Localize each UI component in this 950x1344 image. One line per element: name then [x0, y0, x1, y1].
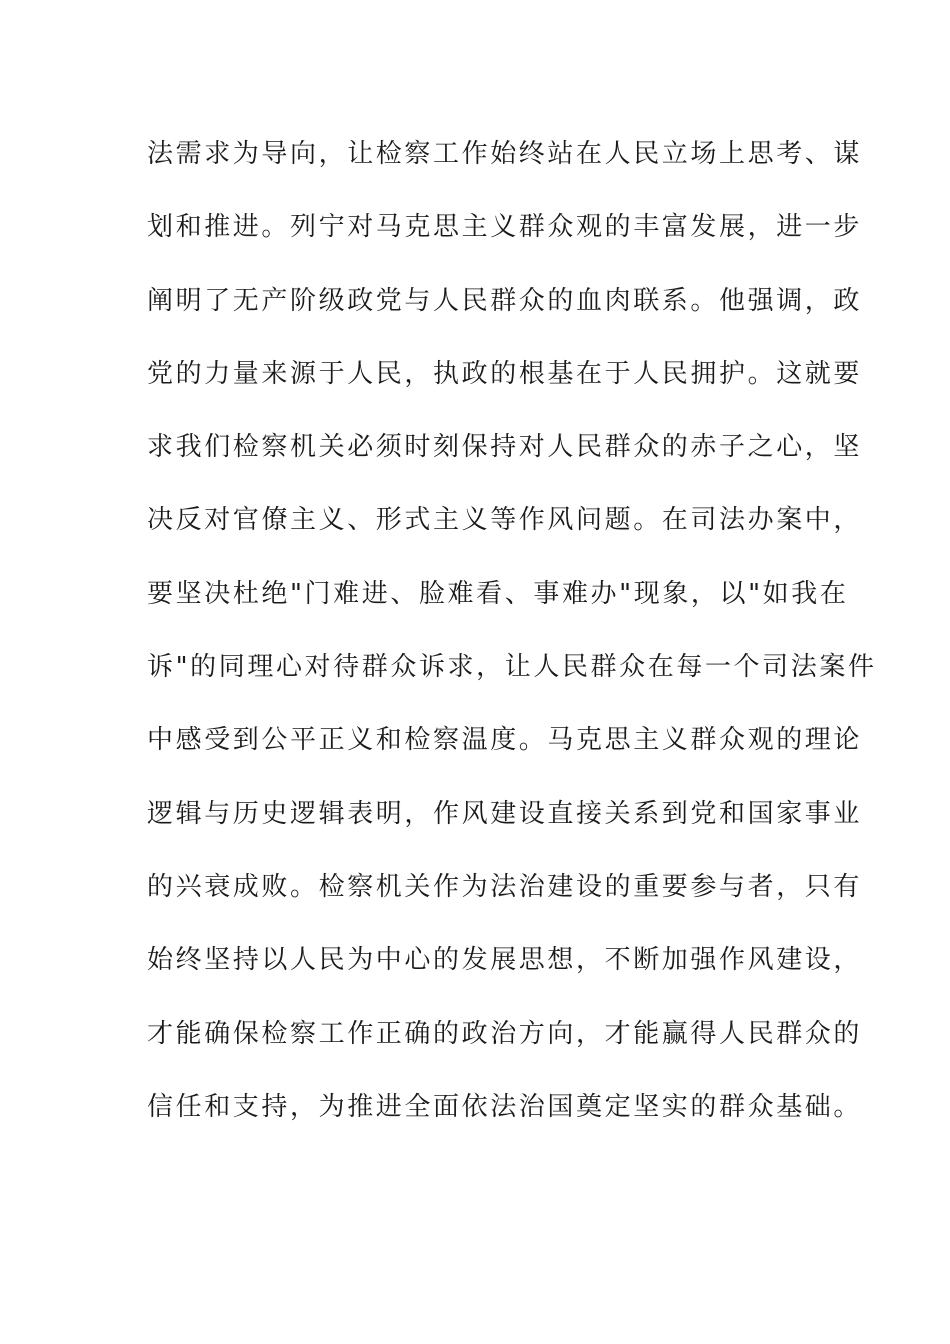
text-line-10: 逻辑与历史逻辑表明，作风建设直接关系到党和国家事业 [147, 798, 863, 829]
text-line-8: 诉"的同理心对待群众诉求，让人民群众在每一个司法案件 [147, 652, 877, 683]
text-line-2: 划和推进。列宁对马克思主义群众观的丰富发展，进一步 [147, 212, 863, 243]
text-line-13: 才能确保检察工作正确的政治方向，才能赢得人民群众的 [147, 1018, 863, 1049]
text-line-4: 党的力量来源于人民，执政的根基在于人民拥护。这就要 [147, 358, 863, 389]
text-line-5: 求我们检察机关必须时刻保持对人民群众的赤子之心，坚 [147, 432, 863, 463]
text-line-3: 阐明了无产阶级政党与人民群众的血肉联系。他强调，政 [147, 285, 863, 316]
text-line-1: 法需求为导向，让检察工作始终站在人民立场上思考、谋 [147, 139, 863, 169]
body-paragraph [147, 128, 877, 1154]
text-line-12: 始终坚持以人民为中心的发展思想，不断加强作风建设， [147, 945, 863, 976]
text-line-14: 信任和支持，为推进全面依法治国奠定坚实的群众基础。 [147, 1091, 863, 1122]
text-line-6: 决反对官僚主义、形式主义等作风问题。在司法办案中， [147, 505, 863, 536]
text-line-9: 中感受到公平正义和检察温度。马克思主义群众观的理论 [147, 725, 863, 756]
text-line-11: 的兴衰成败。检察机关作为法治建设的重要参与者，只有 [147, 871, 863, 902]
text-line-7: 要坚决杜绝"门难进、脸难看、事难办"现象，以"如我在 [147, 578, 849, 609]
